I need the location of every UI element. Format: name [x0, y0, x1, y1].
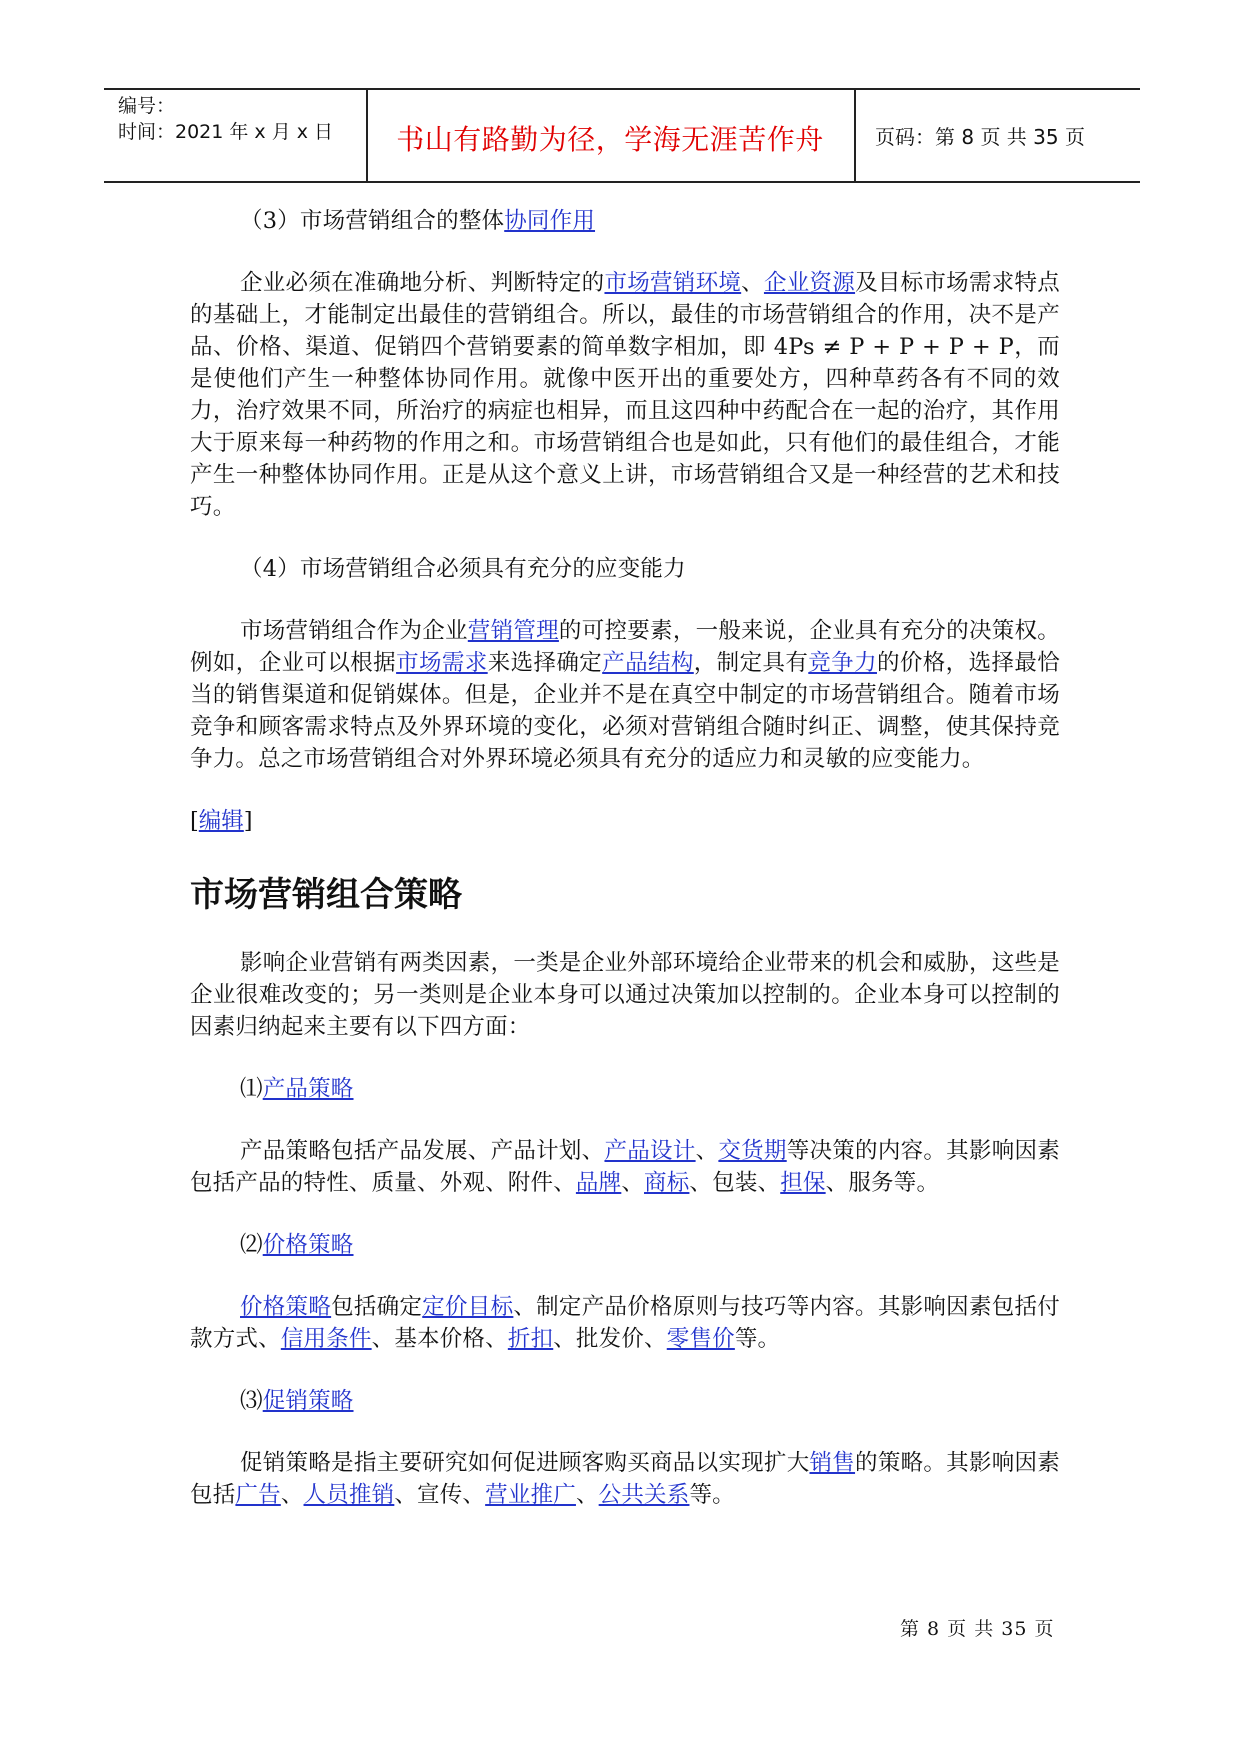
- section4-heading: （4）市场营销组合必须具有充分的应变能力: [240, 556, 686, 582]
- link-market-demand[interactable]: 市场需求: [396, 650, 488, 676]
- link-synergy[interactable]: 协同作用: [504, 208, 596, 234]
- section3-paragraph: 企业必须在准确地分析、判断特定的市场营销环境、企业资源及目标市场需求特点的基础上，才能制定出最佳的营销组合。所以，最佳的市场营销组合的作用，决不是产品、价格、渠道、促销四个营销要素的简单数字相加，即 4Ps ≠ P + P + P + P，而是使他们产生一种整体协同作用。就像中医开出的重要处方，四种草药各有不同的效力，治疗效果不同，所治疗的病症也相异，而且这四种中药配合在一起的治疗，其作用大于原来每一种药物的作用之和。市场营销组合也是如此，只有他们的最佳组合，才能产生一种整体协同作用。正是从这个意义上讲，市场营销组合又是一种经营的艺术和技巧。: [190, 270, 1060, 520]
- link-credit-terms[interactable]: 信用条件: [280, 1326, 372, 1352]
- link-marketing-environment[interactable]: 市场营销环境: [604, 270, 742, 296]
- item1-paragraph: 产品策略包括产品发展、产品计划、产品设计、交货期等决策的内容。其影响因素包括产品的特性、质量、外观、附件、品牌、商标、包装、担保、服务等。: [190, 1138, 1060, 1196]
- link-trademark[interactable]: 商标: [644, 1170, 690, 1196]
- document-body: [190, 205, 1060, 1511]
- link-sales[interactable]: 销售: [809, 1450, 856, 1476]
- link-marketing-management[interactable]: 营销管理: [467, 618, 559, 644]
- header-page-label: 页码：第 8 页 共 35 页: [875, 125, 1085, 149]
- section3-heading: （3）市场营销组合的整体协同作用: [240, 208, 596, 234]
- link-competitiveness[interactable]: 竞争力: [808, 650, 877, 676]
- edit-link[interactable]: 编辑: [198, 808, 244, 834]
- item3-paragraph: 促销策略是指主要研究如何促进顾客购买商品以实现扩大销售的策略。其影响因素包括广告、人员推销、宣传、营业推广、公共关系等。: [190, 1450, 1060, 1508]
- link-price-strategy-inline[interactable]: 价格策略: [240, 1294, 332, 1320]
- link-personal-selling[interactable]: 人员推销: [303, 1482, 395, 1508]
- link-retail-price[interactable]: 零售价: [666, 1326, 735, 1352]
- header-bottom-rule: [104, 181, 1140, 183]
- strategy-intro: 影响企业营销有两类因素，一类是企业外部环境给企业带来的机会和威胁，这些是企业很难改变的；另一类则是企业本身可以通过决策加以控制的。企业本身可以控制的因素归纳起来主要有以下四方面：: [190, 950, 1060, 1040]
- link-product-strategy[interactable]: 产品策略: [262, 1076, 354, 1102]
- page-footer: 第 8 页 共 35 页: [900, 1618, 1055, 1640]
- item1-heading: ⑴产品策略: [240, 1076, 354, 1102]
- link-public-relations[interactable]: 公共关系: [598, 1482, 690, 1508]
- section-title: 市场营销组合策略: [190, 875, 462, 915]
- edit-section-link: [编辑]: [190, 808, 253, 834]
- link-pricing-objective[interactable]: 定价目标: [422, 1294, 514, 1320]
- item2-heading: ⑵价格策略: [240, 1232, 354, 1258]
- link-enterprise-resources[interactable]: 企业资源: [763, 270, 856, 296]
- header-top-rule: [104, 88, 1140, 90]
- link-sales-promotion[interactable]: 营业推广: [485, 1482, 576, 1508]
- header-motto: 书山有路勤为径，学海无涯苦作舟: [396, 123, 824, 156]
- header-number-label: 编号：: [118, 95, 176, 117]
- link-promotion-strategy[interactable]: 促销策略: [262, 1388, 354, 1414]
- page-header: [104, 88, 1140, 183]
- link-brand[interactable]: 品牌: [575, 1170, 622, 1196]
- header-time-label: 时间：2021 年 x 月 x 日: [118, 121, 334, 143]
- section4-paragraph: 市场营销组合作为企业营销管理的可控要素，一般来说，企业具有充分的决策权。例如，企业可以根据市场需求来选择确定产品结构，制定具有竞争力的价格，选择最恰当的销售渠道和促销媒体。但是，企业并不是在真空中制定的市场营销组合。随着市场竞争和顾客需求特点及外界环境的变化，必须对营销组合随时纠正、调整，使其保持竞争力。总之市场营销组合对外界环境必须具有充分的适应力和灵敏的应变能力。: [190, 618, 1060, 772]
- link-delivery-period[interactable]: 交货期: [718, 1138, 787, 1164]
- link-price-strategy[interactable]: 价格策略: [262, 1232, 354, 1258]
- link-product-design[interactable]: 产品设计: [604, 1138, 696, 1164]
- item2-paragraph: 价格策略包括确定定价目标、制定产品价格原则与技巧等内容。其影响因素包括付款方式、信用条件、基本价格、折扣、批发价、零售价等。: [190, 1294, 1060, 1352]
- item3-heading: ⑶促销策略: [240, 1388, 354, 1414]
- link-discount[interactable]: 折扣: [507, 1326, 554, 1352]
- link-product-structure[interactable]: 产品结构: [602, 650, 694, 676]
- header-divider-right: [854, 88, 856, 183]
- link-guarantee[interactable]: 担保: [780, 1170, 826, 1196]
- link-advertising[interactable]: 广告: [235, 1482, 281, 1508]
